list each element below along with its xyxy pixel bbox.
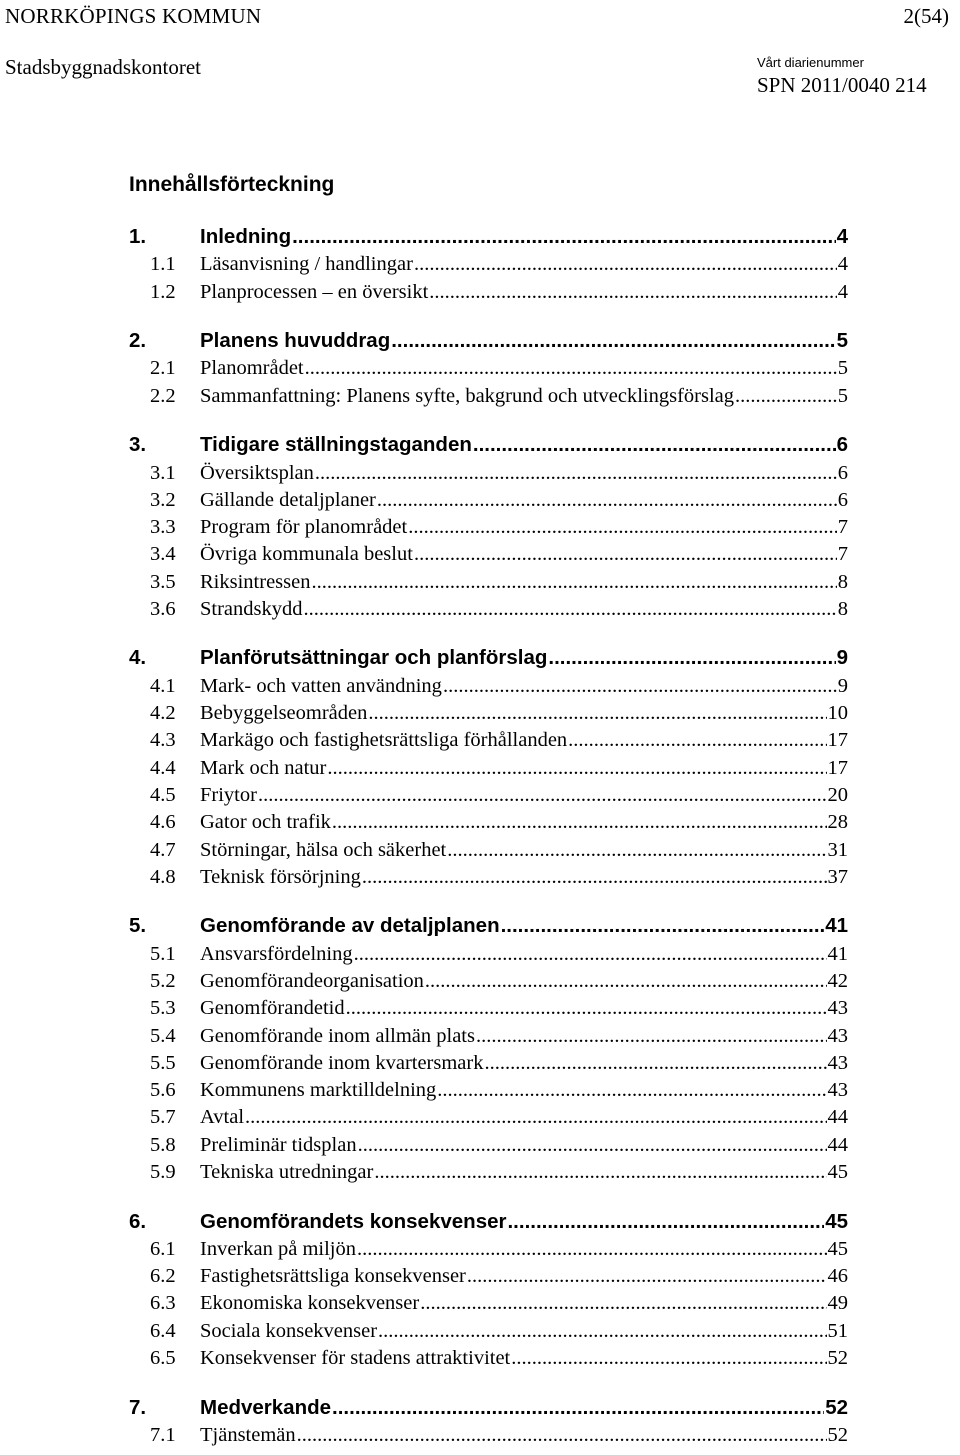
toc-entry-page: 6 (837, 489, 848, 511)
toc-entry-number: 4. (129, 646, 147, 669)
toc-section-row[interactable] (129, 1157, 848, 1184)
toc-entry-page: 43 (827, 997, 848, 1019)
toc-entry-number: 3.1 (150, 462, 176, 484)
toc-chapter-row[interactable] (129, 1207, 848, 1234)
toc-entry-number: 3.2 (150, 489, 176, 511)
toc-chapter-row[interactable] (129, 1393, 848, 1420)
toc-section-row[interactable] (129, 539, 848, 566)
toc-entry-title: Riksintressen (200, 571, 311, 593)
toc-entry-page: 9 (837, 675, 848, 697)
toc-entry-page: 43 (827, 1079, 848, 1101)
toc-entry-number: 4.6 (150, 811, 176, 833)
toc-entry-title: Mark och natur (200, 757, 327, 779)
toc-entry-title: Sociala konsekvenser (200, 1320, 378, 1342)
toc-section-row[interactable] (129, 807, 848, 834)
toc-leader-dots (408, 516, 837, 539)
toc-leader-dots (315, 462, 837, 485)
department-name: Stadsbyggnadskontoret (5, 55, 201, 79)
toc-entry-page: 46 (827, 1265, 848, 1287)
toc-entry-number: 5.9 (150, 1161, 176, 1183)
toc-entry-title: Tekniska utredningar (200, 1161, 374, 1183)
toc-entry-number: 3.5 (150, 571, 176, 593)
toc-leader-dots (420, 1292, 826, 1315)
toc-leader-dots (485, 1052, 827, 1075)
toc-entry-number: 5.7 (150, 1106, 176, 1128)
toc-entry-number: 1.2 (150, 281, 176, 303)
toc-entry-page: 42 (827, 970, 848, 992)
toc-chapter-row[interactable] (129, 430, 848, 457)
toc-entry-number: 3.6 (150, 598, 176, 620)
toc-entry-page: 52 (827, 1347, 848, 1369)
toc-leader-dots (368, 702, 826, 725)
toc-leader-dots (258, 784, 827, 807)
toc-entry-title: Genomförandetid (200, 997, 345, 1019)
toc-entry-page: 44 (827, 1134, 848, 1156)
toc-entry-page: 8 (837, 598, 848, 620)
toc-entry-page: 51 (827, 1320, 848, 1342)
toc-entry-title: Fastighetsrättsliga konsekvenser (200, 1265, 466, 1287)
toc-entry-title: Preliminär tidsplan (200, 1134, 357, 1156)
toc-section-row[interactable] (129, 1048, 848, 1075)
toc-entry-number: 3.3 (150, 516, 176, 538)
toc-entry-page: 17 (827, 729, 848, 751)
toc-leader-dots (548, 646, 835, 670)
toc-section-row[interactable] (129, 1234, 848, 1261)
toc-entry-number: 1.1 (150, 253, 176, 275)
toc-entry-title: Gällande detaljplaner (200, 489, 376, 511)
toc-entry-page: 45 (825, 1210, 848, 1233)
toc-entry-title: Friytor (200, 784, 257, 806)
toc-entry-title: Översiktsplan (200, 462, 314, 484)
toc-entry-title: Avtal (200, 1106, 245, 1128)
toc-section-row[interactable] (129, 458, 848, 485)
toc-leader-dots (245, 1106, 826, 1129)
toc-section-row[interactable] (129, 567, 848, 594)
toc-leader-dots (568, 729, 826, 752)
toc-leader-dots (346, 997, 827, 1020)
toc-leader-dots (305, 357, 837, 380)
toc-section-row[interactable] (129, 753, 848, 780)
toc-entry-page: 10 (827, 702, 848, 724)
toc-section-row[interactable] (129, 1288, 848, 1315)
toc-leader-dots (511, 1347, 826, 1370)
toc-entry-number: 6.3 (150, 1292, 176, 1314)
toc-leader-dots (447, 839, 826, 862)
toc-leader-dots (374, 1161, 826, 1184)
toc-leader-dots (467, 1265, 827, 1288)
toc-entry-number: 1. (129, 225, 147, 248)
toc-leader-dots (354, 943, 827, 966)
toc-entry-number: 6.1 (150, 1238, 176, 1260)
toc-entry-number: 6.4 (150, 1320, 176, 1342)
toc-entry-title: Tjänstemän (200, 1424, 296, 1446)
toc-leader-dots (414, 543, 837, 566)
toc-entry-page: 6 (837, 462, 848, 484)
toc-entry-title: Strandskydd (200, 598, 303, 620)
toc-section-row[interactable] (129, 725, 848, 752)
toc-leader-dots (443, 675, 837, 698)
toc-section-row[interactable] (129, 1261, 848, 1288)
toc-entry-title: Bebyggelseområden (200, 702, 368, 724)
toc-leader-dots (735, 385, 837, 408)
toc-entry-page: 20 (827, 784, 848, 806)
toc-chapter-row[interactable] (129, 643, 848, 670)
toc-section-row[interactable] (129, 939, 848, 966)
toc-entry-number: 4.8 (150, 866, 176, 888)
toc-entry-page: 49 (827, 1292, 848, 1314)
toc-entry-page: 4 (837, 281, 848, 303)
toc-entry-title: Konsekvenser för stadens attraktivitet (200, 1347, 511, 1369)
toc-entry-title: Kommunens marktilldelning (200, 1079, 437, 1101)
toc-entry-page: 43 (827, 1052, 848, 1074)
toc-entry-number: 3.4 (150, 543, 176, 565)
toc-entry-number: 4.4 (150, 757, 176, 779)
toc-entry-title: Mark- och vatten användning (200, 675, 442, 697)
toc-leader-dots (297, 1424, 827, 1447)
toc-entry-number: 2.1 (150, 357, 176, 379)
toc-leader-dots (304, 598, 837, 621)
toc-leader-dots (311, 571, 836, 594)
toc-entry-title: Tidigare ställningstaganden (200, 433, 472, 456)
toc-entry-title: Gator och trafik (200, 811, 331, 833)
toc-entry-page: 45 (827, 1161, 848, 1183)
toc-section-row[interactable] (129, 1343, 848, 1370)
toc-entry-title: Inverkan på miljön (200, 1238, 356, 1260)
toc-entry-page: 4 (837, 253, 848, 275)
toc-leader-dots (473, 433, 836, 457)
toc-entry-title: Medverkande (200, 1396, 332, 1419)
toc-leader-dots (332, 1396, 824, 1420)
toc-section-row[interactable] (129, 966, 848, 993)
toc-leader-dots (358, 1134, 827, 1157)
toc-entry-title: Genomförandeorganisation (200, 970, 424, 992)
toc-leader-dots (425, 970, 827, 993)
toc-section-row[interactable] (129, 381, 848, 408)
toc-leader-dots (292, 225, 835, 249)
toc-entry-title: Genomförande inom allmän plats (200, 1025, 475, 1047)
toc-entry-page: 17 (827, 757, 848, 779)
toc-entry-number: 4.1 (150, 675, 176, 697)
toc-section-row[interactable] (129, 485, 848, 512)
toc-entry-page: 7 (837, 516, 848, 538)
toc-entry-page: 31 (827, 839, 848, 861)
toc-entry-title: Markägo och fastighetsrättsliga förhållanden (200, 729, 568, 751)
toc-entry-page: 44 (827, 1106, 848, 1128)
toc-entry-page: 5 (837, 357, 848, 379)
toc-entry-title: Genomförande av detaljplanen (200, 914, 500, 937)
toc-section-row[interactable] (129, 993, 848, 1020)
toc-entry-title: Planområdet (200, 357, 304, 379)
toc-leader-dots (327, 757, 826, 780)
toc-section-row[interactable] (129, 1102, 848, 1129)
toc-entry-page: 7 (837, 543, 848, 565)
toc-section-row[interactable] (129, 353, 848, 380)
toc-entry-page: 28 (827, 811, 848, 833)
toc-entry-number: 5.4 (150, 1025, 176, 1047)
toc-entry-page: 45 (827, 1238, 848, 1260)
toc-entry-number: 4.3 (150, 729, 176, 751)
toc-leader-dots (429, 281, 836, 304)
toc-section-row[interactable] (129, 594, 848, 621)
toc-leader-dots (362, 866, 827, 889)
toc-entry-page: 5 (837, 385, 848, 407)
toc-section-row[interactable] (129, 862, 848, 889)
toc-entry-number: 7.1 (150, 1424, 176, 1446)
toc-section-row[interactable] (129, 1316, 848, 1343)
toc-section-row[interactable] (129, 1130, 848, 1157)
toc-entry-title: Planprocessen – en översikt (200, 281, 429, 303)
toc-leader-dots (357, 1238, 827, 1261)
toc-entry-number: 5. (129, 914, 147, 937)
toc-leader-dots (391, 329, 835, 353)
toc-entry-number: 5.2 (150, 970, 176, 992)
toc-title: Innehållsförteckning (129, 173, 335, 196)
toc-section-row[interactable] (129, 698, 848, 725)
toc-entry-page: 8 (837, 571, 848, 593)
toc-entry-page: 4 (836, 225, 848, 248)
organization-name: NORRKÖPINGS KOMMUN (5, 4, 262, 28)
toc-entry-page: 5 (836, 329, 848, 352)
toc-entry-page: 9 (836, 646, 848, 669)
toc-entry-title: Sammanfattning: Planens syfte, bakgrund och utvecklingsförslag (200, 385, 735, 407)
toc-entry-page: 41 (825, 914, 848, 937)
toc-section-row[interactable] (129, 512, 848, 539)
toc-section-row[interactable] (129, 249, 848, 276)
reference-label: Vårt diarienummer (757, 55, 864, 70)
toc-entry-title: Program för planområdet (200, 516, 408, 538)
toc-entry-number: 7. (129, 1396, 147, 1419)
toc-leader-dots (378, 1320, 826, 1343)
toc-entry-title: Läsanvisning / handlingar (200, 253, 413, 275)
toc-entry-number: 4.7 (150, 839, 176, 861)
toc-entry-number: 6.5 (150, 1347, 176, 1369)
toc-entry-page: 6 (836, 433, 848, 456)
toc-entry-page: 52 (825, 1396, 848, 1419)
toc-entry-number: 2. (129, 329, 147, 352)
toc-leader-dots (332, 811, 827, 834)
toc-entry-title: Planens huvuddrag (200, 329, 391, 352)
toc-entry-page: 37 (827, 866, 848, 888)
toc-entry-number: 4.5 (150, 784, 176, 806)
toc-section-row[interactable] (129, 277, 848, 304)
toc-entry-number: 4.2 (150, 702, 176, 724)
toc-entry-number: 5.5 (150, 1052, 176, 1074)
toc-leader-dots (377, 489, 837, 512)
toc-entry-title: Genomförandets konsekvenser (200, 1210, 507, 1233)
toc-entry-title: Inledning (200, 225, 292, 248)
toc-entry-title: Teknisk försörjning (200, 866, 361, 888)
toc-section-row[interactable] (129, 671, 848, 698)
toc-entry-page: 52 (827, 1424, 848, 1446)
page-indicator: 2(54) (903, 4, 949, 28)
toc-chapter-row[interactable] (129, 911, 848, 938)
toc-section-row[interactable] (129, 1021, 848, 1048)
toc-entry-number: 5.8 (150, 1134, 176, 1156)
toc-chapter-row[interactable] (129, 326, 848, 353)
toc-entry-number: 6.2 (150, 1265, 176, 1287)
toc-leader-dots (507, 1210, 824, 1234)
toc-section-row[interactable] (129, 780, 848, 807)
toc-entry-page: 43 (827, 1025, 848, 1047)
toc-entry-title: Planförutsättningar och planförslag (200, 646, 548, 669)
toc-entry-title: Övriga kommunala beslut (200, 543, 413, 565)
toc-section-row[interactable] (129, 1075, 848, 1102)
toc-entry-number: 5.3 (150, 997, 176, 1019)
toc-leader-dots (414, 253, 837, 276)
toc-entry-title: Ekonomiska konsekvenser (200, 1292, 420, 1314)
toc-entry-number: 5.6 (150, 1079, 176, 1101)
toc-entry-number: 6. (129, 1210, 147, 1233)
toc-entry-title: Ansvarsfördelning (200, 943, 353, 965)
toc-chapter-row[interactable] (129, 222, 848, 249)
toc-leader-dots (437, 1079, 826, 1102)
toc-leader-dots (501, 914, 825, 938)
toc-entry-number: 3. (129, 433, 147, 456)
toc-entry-page: 41 (827, 943, 848, 965)
toc-entry-number: 5.1 (150, 943, 176, 965)
toc-section-row[interactable] (129, 835, 848, 862)
toc-section-row[interactable] (129, 1420, 848, 1447)
toc-leader-dots (476, 1025, 827, 1048)
toc-entry-number: 2.2 (150, 385, 176, 407)
toc-entry-title: Genomförande inom kvartersmark (200, 1052, 484, 1074)
toc-entry-title: Störningar, hälsa och säkerhet (200, 839, 447, 861)
reference-number: SPN 2011/0040 214 (757, 73, 927, 97)
